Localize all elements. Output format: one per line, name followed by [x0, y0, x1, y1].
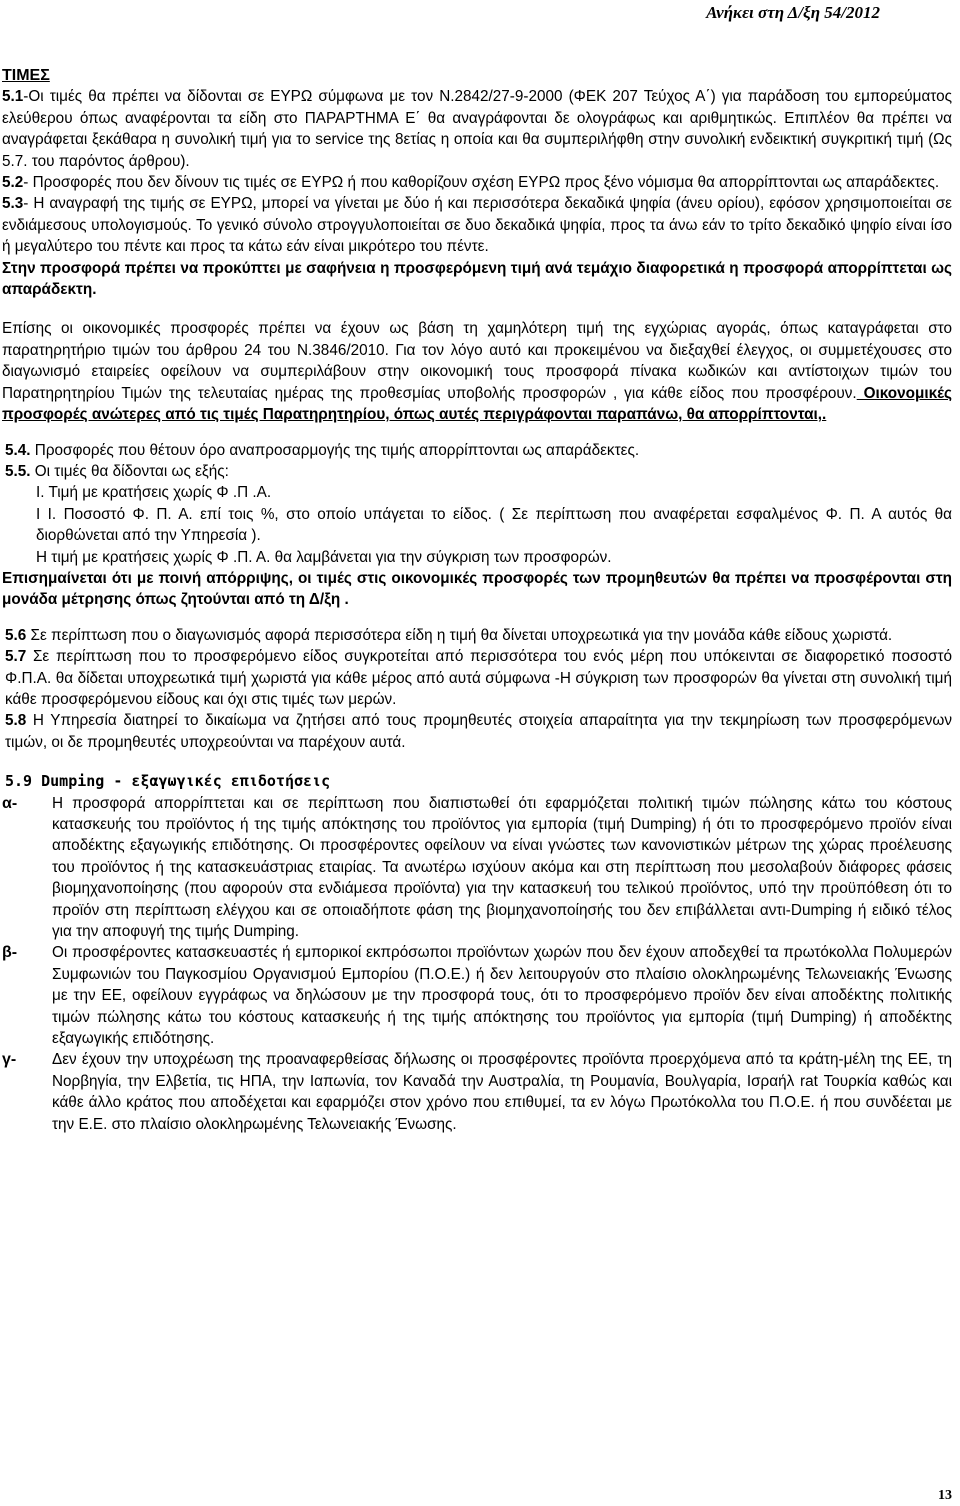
section-5-9-title: 5.9 Dumping - εξαγωγικές επιδοτήσεις	[5, 772, 331, 791]
text-market-bold: Οικονομικές προσφορές ανώτερες από τις τιμές Παρατηρητηρίου, όπως αυτές περιγράφονται παραπάνω, θα απορρίπτονται,.	[2, 384, 952, 424]
num-5-5: 5.5.	[5, 462, 31, 480]
num-5-4: 5.4.	[5, 441, 31, 459]
paragraph-5-3	[2, 193, 952, 257]
text-5-3: - Η αναγραφή της τιμής σε ΕΥΡΩ, μπορεί να γίνεται με δύο ή και περισσότερα δεκαδικά ψηφία (άνευ ορίου), εφόσον χρησιμοποιείται σε ενδιάμεσους υπολογισμούς. Το γενικό σύνολο στρογγυλοποιείται σε δυο δεκαδικά ψηφία, προς τα άνω εάν το τρίτο δεκαδικό ψηφίο είναι ίσο ή μεγαλύτερο του πέντε και προς τα κάτω εάν είναι μικρότερο του πέντε.	[2, 195, 952, 256]
item-gamma-label: γ-	[2, 1051, 17, 1069]
paragraph-5-5	[2, 461, 952, 482]
text-5-2: - Προσφορές που δεν δίνουν τις τιμές σε ΕΥΡΩ ή που καθορίζουν σχέση ΕΥΡΩ προς ξένο νόμισμα θα απορρίπτονται ως απαράδεκτες.	[23, 174, 940, 192]
paragraph-market-price	[2, 318, 952, 425]
item-gamma	[2, 1049, 952, 1135]
text-5-6: Σε περίπτωση που ο διαγωνισμός αφορά περισσότερα είδη η τιμή θα δίνεται υποχρεωτικά για την μονάδα κάθε είδους χωριστά.	[26, 626, 893, 644]
num-5-3: 5.3	[2, 195, 24, 213]
paragraph-5-1	[2, 86, 952, 172]
paragraph-5-7	[2, 646, 952, 710]
paragraph-5-5-iii: Η τιμή με κρατήσεις χωρίς Φ .Π. Α. θα λαμβάνεται για την σύγκριση των προσφορών.	[36, 548, 612, 566]
num-5-1: 5.1	[2, 88, 24, 106]
text-market: Επίσης οι οικονομικές προσφορές πρέπει να έχουν ως βάση τη χαμηλότερη τιμή της εγχώριας αγοράς, όπως καταγράφεται στο παρατηρητήριο τιμών του άρθρου 24 του Ν.3846/2010. Για τον λόγο αυτό και προκειμένου να διεξαχθεί έλεγχος, οι συμμετέχουσες στο διαγωνισμό εταιρείες οφείλουν να συμπεριλάβουν στην οικονομική τους προσφορά πίνακα κωδικών και αντίστοιχων τιμών του Παρατηρητηρίου Τιμών της τελευταίας ημέρας της προθεσμίας υποβολής προσφορών , για κάθε είδος που προσφέρουν.	[2, 320, 952, 402]
paragraph-5-5-ii: Ι Ι. Ποσοστό Φ. Π. Α. επί τοις %, στο οποίο υπάγεται το είδος. ( Σε περίπτωση που αναφέρεται εσφαλμένος Φ. Π. Α αυτός θα διορθώνεται από την Υπηρεσία ).	[36, 505, 952, 545]
num-5-2: 5.2	[2, 174, 24, 192]
paragraph-5-2	[2, 172, 952, 193]
paragraph-5-6	[2, 625, 952, 646]
text-5-7: Σε περίπτωση που το προσφερόμενο είδος συγκροτείται από περισσότερα του ενός μέρη που υπόκεινται σε διαφορετικό ποσοστό Φ.Π.Α. θα δίδεται υποχρεωτικά τιμή χωριστά για κάθε μέρος από αυτά σύμφωνα -Η σύγκριση των προσφορών θα γίνεται στη συνολική τιμή κάθε προσφερόμενου είδους και όχι στις τιμές των μερών.	[5, 648, 952, 708]
item-alpha	[2, 793, 952, 943]
item-alpha-text: Η προσφορά απορρίπτεται και σε περίπτωση που διαπιστωθεί ότι εφαρμόζεται πολιτική τιμών πώλησης κάτω του κόστους κατασκευής του προϊόντος ή της τιμής απόκτησης του προϊόντος για εμπορία (τιμή Dumping) ή ότι το προσφερόμενο προϊόν είναι αποδέκτης εξαγωγικής επιδότησης. Οι προσφέροντες οφείλουν να είναι γνώστες των κανονιστικών μέτρων της χώρας προέλευσης του προϊόντος ή της κατασκευάστριας εταιρίας. Τα ανωτέρω ισχύουν ακόμα και στη περίπτωση που μεσολαβούν διάφορες φάσεις βιομηχανοποίησης (που αφορούν στα ενδιάμεσα προϊόντα) για την κατασκευή του τελικού προϊόντος, υπό την προϋπόθεση ότι το προϊόν στη περίπτωση ελέγχου και σε οποιαδήποτε φάση της βιομηχανοποίησής του δεν επιβάλλεται αντι-Dumping ή ειδικό τέλος για την αποφυγή της τιμής Dumping.	[52, 794, 952, 941]
text-5-4: Προσφορές που θέτουν όρο αναπροσαρμογής της τιμής απορρίπτονται ως απαράδεκτες.	[30, 441, 640, 459]
num-5-8: 5.8	[5, 712, 27, 730]
paragraph-5-8	[2, 710, 952, 753]
page-number: 13	[938, 1488, 952, 1503]
text-5-5: Οι τιμές θα δίδονται ως εξής:	[30, 462, 229, 480]
section-title: ΤΙΜΕΣ	[2, 67, 50, 84]
num-5-7: 5.7	[5, 648, 27, 666]
item-alpha-label: α-	[2, 794, 18, 812]
item-beta-label: β-	[2, 944, 18, 962]
item-beta	[2, 942, 952, 1049]
page-content	[2, 65, 952, 1135]
text-5-1: -Οι τιμές θα πρέπει να δίδονται σε ΕΥΡΩ σύμφωνα με τον Ν.2842/27-9-2000 (ΦΕΚ 207 Τεύχος Α΄) για παράδοση του εμπορεύματος ελεύθερου όπως αναφέρονται τα είδη στο ΠΑΡΑΡΤΗΜΑ Ε΄ θα αναγράφονται δε ολογράφως και αριθμητικώς. Επιπλέον θα πρέπει να αναγράφεται ξεκάθαρα η συνολική τιμή για το service της 8ετίας η οποία και θα συμπεριλήφθη στην συνολική ενδεικτική συγκριτική τιμή (Ως 5.7. του παρόντος άρθρου).	[2, 88, 952, 170]
paragraph-5-3-bold: Στην προσφορά πρέπει να προκύπτει με σαφήνεια η προσφερόμενη τιμή ανά τεμάχιο διαφορετικά η προσφορά απορρίπτεται ως απαράδεκτη.	[2, 259, 952, 299]
header-note: Ανήκει στη Δ/ξη 54/2012	[706, 3, 880, 22]
paragraph-5-4	[2, 440, 952, 461]
text-5-8: Η Υπηρεσία διατηρεί το δικαίωμα να ζητήσει από τους προμηθευτές στοιχεία απαραίτητα για την τεκμηρίωση των προσφερόμενων τιμών, οι δε προμηθευτές υποχρεούνται να παρέχουν αυτά.	[5, 712, 952, 751]
num-5-6: 5.6	[5, 626, 27, 644]
paragraph-5-5-i: Ι. Τιμή με κρατήσεις χωρίς Φ .Π .Α.	[36, 484, 272, 502]
item-gamma-text: Δεν έχουν την υποχρέωση της προαναφερθείσας δήλωσης οι προσφέροντες προϊόντα προερχόμενα από τα κράτη-μέλη της ΕΕ, τη Νορβηγία, την Ελβετία, τις ΗΠΑ, την Ιαπωνία, τον Καναδά την Αυστραλία, τη Ρουμανία, Βουλγαρία, Ισραήλ rat Τουρκία καθώς και κάθε άλλο κράτος που αποδέχεται και εφαρμόζει στον χρόνο που επιθυμεί, τα εν λόγω Πρωτόκολλα του Π.Ο.Ε. ή που συνδέεται με την Ε.Ε. στο πλαίσιο ολοκληρωμένης Τελωνειακής Ένωσης.	[52, 1051, 952, 1133]
item-beta-text: Οι προσφέροντες κατασκευαστές ή εμπορικοί εκπρόσωποι προϊόντων χωρών που δεν έχουν αποδεχθεί τα πρωτόκολλα Πολυμερών Συμφωνιών του Παγκοσμίου Οργανισμού Εμπορίου (Π.Ο.Ε.) ή δεν λειτουργούν στο πλαίσιο ολοκληρωμένης Τελωνειακής Ένωσης με την ΕΕ, οφείλουν εγγράφως να δηλώσουν με την προσφορά τους, ότι το προσφερόμενο προϊόν δεν είναι αποδέκτης πολιτικής τιμών πώλησης κάτω του κόστους κατασκευής ή της τιμής απόκτησης του προϊόντος για εμπορία (τιμή Dumping) ή αποδέκτης εξαγωγικής επιδότησης.	[52, 944, 952, 1048]
paragraph-emphasis: Επισημαίνεται ότι με ποινή απόρριψης, οι τιμές στις οικονομικές προσφορές των προμηθευτών θα πρέπει να προσφέρονται στη μονάδα μέτρησης όπως ζητούνται από τη Δ/ξη .	[2, 569, 952, 609]
